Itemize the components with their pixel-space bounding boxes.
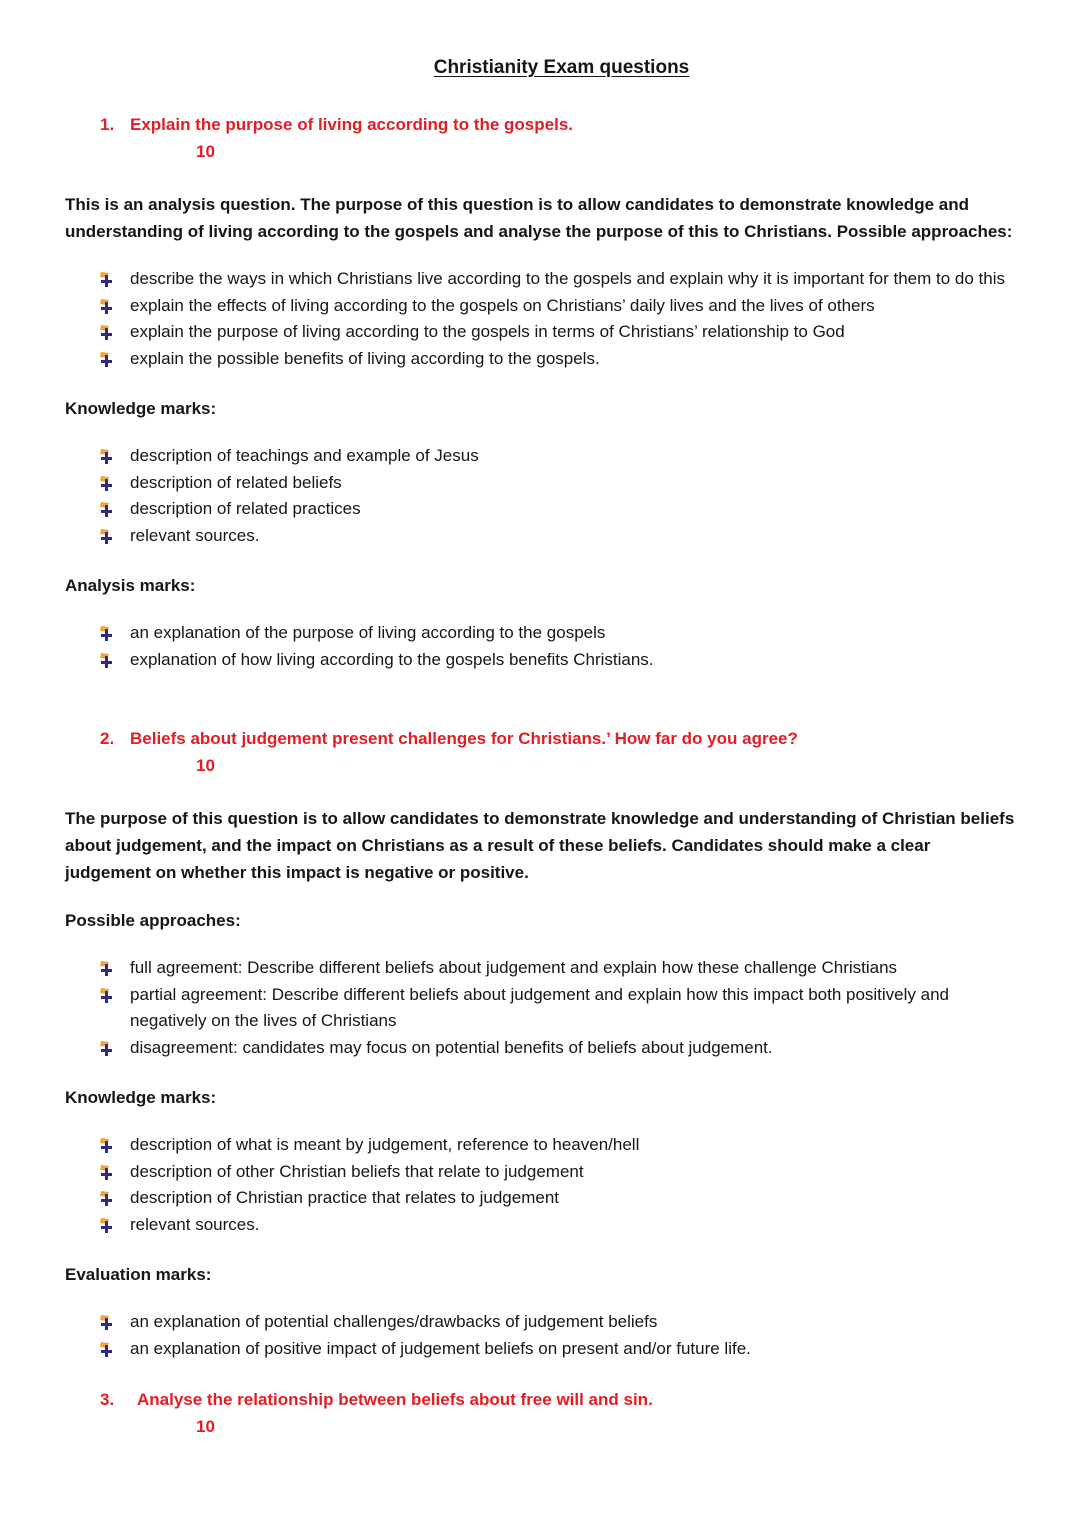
question-1-intro: This is an analysis question. The purpose of this question is to allow candidates to demonstrate knowledge and understanding of living according to the gospels and analyse the purpose of this to Christians. Possible approaches: bbox=[65, 195, 1013, 241]
question-2-evaluation-list bbox=[65, 1309, 1018, 1362]
question-2-intro: The purpose of this question is to allow candidates to demonstrate knowledge and understanding of Christian beliefs about judgement, and the impact on Christians as a result of these beliefs. Candidates should make a clear judgement on whether this impact is negative or positive. bbox=[65, 809, 1015, 882]
bullet-item bbox=[100, 1185, 1018, 1212]
bullet-text: describe the ways in which Christians live according to the gospels and explain why it is important for them to do this bbox=[130, 269, 1005, 288]
question-2-approaches-list bbox=[65, 955, 1018, 1061]
bullet-item bbox=[100, 982, 1018, 1035]
question-2 bbox=[100, 725, 1018, 779]
bullet-text: an explanation of potential challenges/drawbacks of judgement beliefs bbox=[130, 1312, 658, 1331]
bullet-item bbox=[100, 346, 1018, 373]
bullet-item bbox=[100, 496, 1018, 523]
bullet-text: full agreement: Describe different beliefs about judgement and explain how these challenge Christians bbox=[130, 958, 898, 977]
possible-approaches-heading: Possible approaches: bbox=[65, 911, 241, 930]
bullet-text: relevant sources. bbox=[130, 525, 260, 545]
bullet-item bbox=[100, 647, 1018, 674]
plus-bullet-icon bbox=[100, 319, 130, 341]
bullet-text: explanation of how living according to the gospels benefits Christians. bbox=[130, 649, 654, 669]
bullet-item bbox=[100, 955, 1018, 982]
plus-bullet-icon bbox=[100, 1336, 130, 1358]
bullet-item bbox=[100, 1309, 1018, 1336]
bullet-text: explain the purpose of living according to the gospels in terms of Christians’ relationship to God bbox=[130, 322, 845, 341]
bullet-item bbox=[100, 266, 1018, 293]
knowledge-marks-heading-q1: Knowledge marks: bbox=[65, 399, 217, 418]
analysis-marks-heading: Analysis marks: bbox=[65, 576, 196, 595]
bullet-text: description of related beliefs bbox=[130, 472, 342, 492]
plus-bullet-icon bbox=[100, 620, 130, 642]
question-2-number: 2. bbox=[100, 729, 115, 748]
bullet-text: description of related practices bbox=[130, 499, 361, 518]
plus-bullet-icon bbox=[100, 1309, 130, 1331]
evaluation-marks-heading: Evaluation marks: bbox=[65, 1265, 212, 1284]
plus-bullet-icon bbox=[100, 982, 130, 1004]
bullet-text: partial agreement: Describe different beliefs about judgement and explain how this impact both positively and negatively on the lives of Christians bbox=[130, 984, 950, 1030]
plus-bullet-icon bbox=[100, 496, 130, 518]
bullet-text: an explanation of positive impact of judgement beliefs on present and/or future life. bbox=[130, 1338, 751, 1358]
question-1-text: Explain the purpose of living according to the gospels. bbox=[130, 115, 573, 134]
bullet-item bbox=[100, 1132, 1018, 1159]
bullet-text: an explanation of the purpose of living according to the gospels bbox=[130, 623, 606, 642]
bullet-item bbox=[100, 470, 1018, 497]
plus-bullet-icon bbox=[100, 266, 130, 288]
bullet-text: description of other Christian beliefs that relate to judgement bbox=[130, 1161, 584, 1181]
knowledge-marks-heading-q2: Knowledge marks: bbox=[65, 1088, 217, 1107]
bullet-item bbox=[100, 443, 1018, 470]
bullet-item bbox=[100, 1159, 1018, 1186]
bullet-text: relevant sources. bbox=[130, 1214, 260, 1234]
plus-bullet-icon bbox=[100, 346, 130, 368]
plus-bullet-icon bbox=[100, 955, 130, 977]
bullet-text: description of what is meant by judgement, reference to heaven/hell bbox=[130, 1135, 640, 1154]
plus-bullet-icon bbox=[100, 1132, 130, 1154]
plus-bullet-icon bbox=[100, 523, 130, 545]
question-2-knowledge-list bbox=[65, 1132, 1018, 1238]
bullet-text: disagreement: candidates may focus on potential benefits of beliefs about judgement. bbox=[130, 1037, 773, 1057]
bullet-item bbox=[100, 1212, 1018, 1239]
question-1 bbox=[100, 111, 1018, 165]
question-1-approaches-list bbox=[65, 266, 1018, 372]
plus-bullet-icon bbox=[100, 647, 130, 669]
bullet-text: explain the possible benefits of living according to the gospels. bbox=[130, 348, 600, 368]
question-1-analysis-list bbox=[65, 620, 1018, 673]
bullet-item bbox=[100, 1336, 1018, 1363]
question-3-number: 3. bbox=[100, 1390, 115, 1409]
question-2-text: Beliefs about judgement present challenges for Christians.’ How far do you agree? bbox=[130, 729, 798, 748]
question-3 bbox=[100, 1386, 1018, 1440]
plus-bullet-icon bbox=[100, 1035, 130, 1057]
plus-bullet-icon bbox=[100, 443, 130, 465]
bullet-text: explain the effects of living according to the gospels on Christians’ daily lives and the lives of others bbox=[130, 295, 875, 315]
bullet-text: description of teachings and example of Jesus bbox=[130, 446, 479, 465]
bullet-text: description of Christian practice that relates to judgement bbox=[130, 1188, 560, 1207]
bullet-item bbox=[100, 523, 1018, 550]
bullet-item bbox=[100, 620, 1018, 647]
question-1-knowledge-list bbox=[65, 443, 1018, 549]
plus-bullet-icon bbox=[100, 470, 130, 492]
question-1-number: 1. bbox=[100, 115, 115, 134]
question-2-marks: 10 bbox=[196, 756, 215, 775]
bullet-item bbox=[100, 1035, 1018, 1062]
question-3-text: Analyse the relationship between beliefs about free will and sin. bbox=[137, 1390, 653, 1409]
plus-bullet-icon bbox=[100, 1159, 130, 1181]
plus-bullet-icon bbox=[100, 1212, 130, 1234]
bullet-item bbox=[100, 293, 1018, 320]
question-1-marks: 10 bbox=[196, 142, 215, 161]
plus-bullet-icon bbox=[100, 293, 130, 315]
question-3-marks: 10 bbox=[196, 1417, 215, 1436]
plus-bullet-icon bbox=[100, 1185, 130, 1207]
bullet-item bbox=[100, 319, 1018, 346]
page-title: Christianity Exam questions bbox=[433, 57, 690, 78]
